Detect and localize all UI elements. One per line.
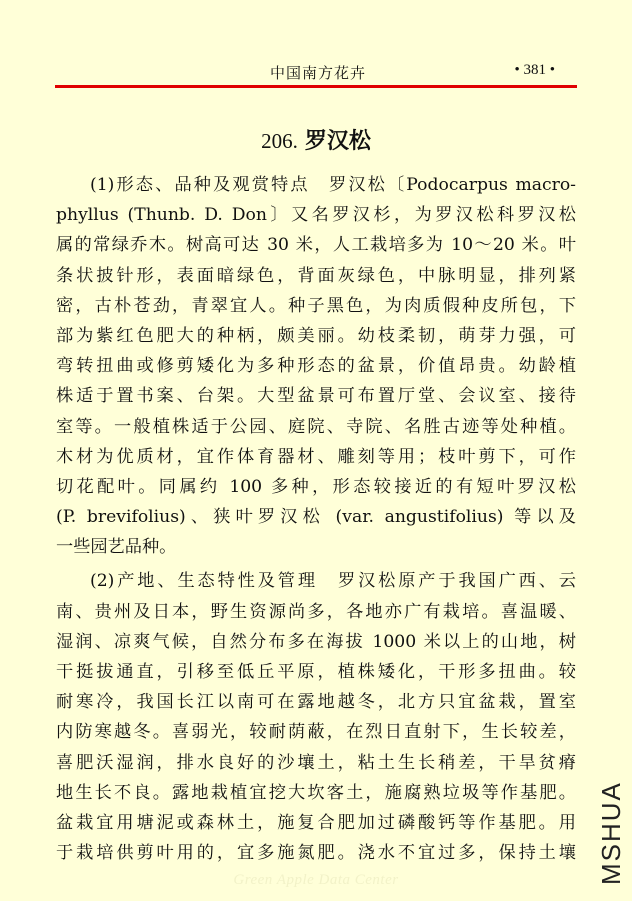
- text-line: 部为紫红色肥大的种柄，颇美丽。幼枝柔韧，萌芽力强，可: [56, 325, 576, 346]
- watermark-bottom: Green Apple Data Center: [233, 872, 399, 888]
- section-number: 206.: [261, 129, 298, 153]
- running-header: [55, 62, 577, 84]
- text-line: phyllus (Thunb. D. Don〕又名罗汉杉，为罗汉松科罗汉松: [56, 205, 576, 226]
- text-line: 密，古朴苍劲，青翠宜人。种子黑色，为肉质假种皮所包，下: [56, 295, 576, 316]
- paragraph-1: [56, 170, 576, 562]
- paragraph-2: [56, 566, 576, 868]
- text-line: 地生长不良。露地栽植宜挖大坎客土，施腐熟垃圾等作基肥。: [56, 782, 576, 803]
- text-line: (P. brevifolius)、狭叶罗汉松 (var. angustifolius) 等以及: [56, 507, 576, 528]
- book-title: 中国南方花卉: [270, 64, 367, 82]
- body-text: [56, 170, 576, 868]
- text-line: 耐寒冷，我国长江以南可在露地越冬，北方只宜盆栽，置室: [56, 692, 576, 713]
- watermark-side: MSHUA: [596, 781, 626, 885]
- page-number: • 381 •: [514, 62, 555, 78]
- text-line: 弯转扭曲或修剪矮化为多种形态的盆景，价值昂贵。幼龄植: [56, 356, 576, 377]
- text-line: 属的常绿乔木。树高可达 30 米，人工栽培多为 10～20 米。叶: [56, 235, 576, 256]
- text-line: 切花配叶。同属约 100 多种，形态较接近的有短叶罗汉松: [56, 476, 576, 497]
- section-title: 罗汉松: [304, 128, 371, 154]
- section-heading: [0, 124, 632, 155]
- text-line: 南、贵州及日本，野生资源尚多，各地亦广有栽培。喜温暖、: [56, 601, 576, 622]
- text-line: 条状披针形，表面暗绿色，背面灰绿色，中脉明显，排列紧: [56, 265, 576, 286]
- text-line: 喜肥沃湿润，排水良好的沙壤土，粘土生长稍差，干旱贫瘠: [56, 752, 576, 773]
- text-line: (2)产地、生态特性及管理 罗汉松原产于我国广西、云: [90, 571, 576, 592]
- text-line: 一些园艺品种。: [56, 537, 177, 558]
- text-line: 室等。一般植株适于公园、庭院、寺院、名胜古迹等处种植。: [56, 416, 576, 437]
- text-line: (1)形态、品种及观赏特点 罗汉松〔Podocarpus macro-: [90, 175, 576, 195]
- text-line: 木材为优质材，宜作体育器材、雕刻等用；枝叶剪下，可作: [56, 446, 576, 467]
- header-rule: [55, 85, 577, 88]
- text-line: 盆栽宜用塘泥或森林土，施复合肥加过磷酸钙等作基肥。用: [56, 812, 576, 833]
- text-line: 于栽培供剪叶用的，宜多施氮肥。浇水不宜过多，保持土壤: [56, 843, 576, 864]
- text-line: 内防寒越冬。喜弱光，较耐荫蔽，在烈日直射下，生长较差，: [56, 722, 576, 743]
- text-line: 湿润、凉爽气候，自然分布多在海拔 1000 米以上的山地，树: [56, 631, 576, 652]
- text-line: 干挺拔通直，引移至低丘平原，植株矮化，干形多扭曲。较: [56, 662, 576, 682]
- text-line: 株适于置书案、台架。大型盆景可布置厅堂、会议室、接待: [56, 386, 576, 407]
